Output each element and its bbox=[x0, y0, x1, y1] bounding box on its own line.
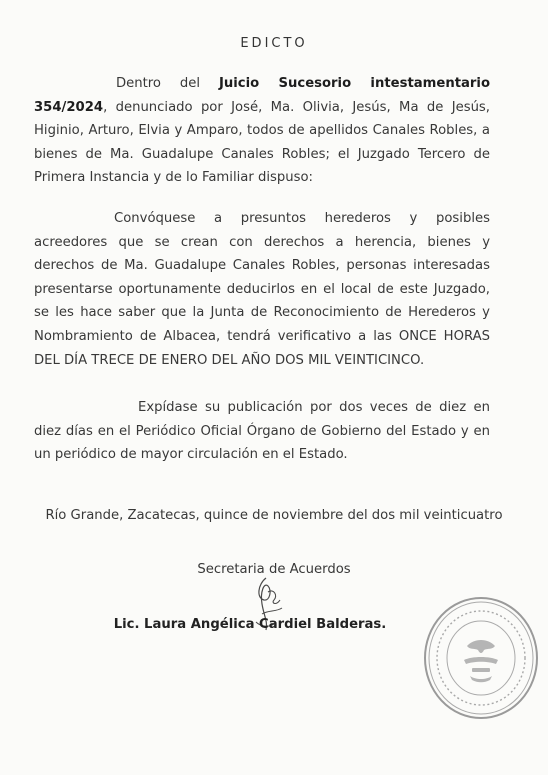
case-number-bold: Juicio Sucesorio intestamentario 354/2024 bbox=[34, 76, 491, 115]
signatory-role: Secretaria de Acuerdos bbox=[197, 562, 351, 577]
paragraph-case-intro bbox=[34, 72, 490, 190]
document-title: EDICTO bbox=[240, 36, 308, 51]
court-seal bbox=[422, 594, 540, 722]
place-and-date: Río Grande, Zacatecas, quince de noviembre del dos mil veinticuatro bbox=[45, 508, 503, 523]
paragraph-rest-text: , denunciado por José, Ma. Olivia, Jesús, Ma de Jesús, Higinio, Arturo, Elvia y Amparo, todos de apellidos Canales Robles, a bienes de Ma. Guadalupe Canales Robles; el Juzgado Tercero de Primera Instancia y de lo Familiar dispuso: bbox=[34, 99, 490, 186]
paragraph-convocation: Convóquese a presuntos herederos y posibles acreedores que se crean con derechos a herencia, bienes y derechos de Ma. Guadalupe Canales Robles, personas interesadas presentarse oportunamente deducirlos en el local de este Juzgado, se les hace saber que la Junta de Reconocimiento de Herederos y Nombramiento de Albacea, tendrá verificativo a las ONCE HORAS DEL DÍA TRECE DE ENERO DEL AÑO DOS MIL VEINTICINCO. bbox=[34, 211, 490, 368]
paragraph-intro-text: Dentro del bbox=[116, 76, 219, 91]
paragraph-publication: Expídase su publicación por dos veces de diez en diez días en el Periódico Oficial Órgano de Gobierno del Estado y en un periódico de mayor circulación en el Estado. bbox=[34, 400, 490, 463]
signatory-name: Lic. Laura Angélica Cardiel Balderas. bbox=[113, 617, 387, 632]
